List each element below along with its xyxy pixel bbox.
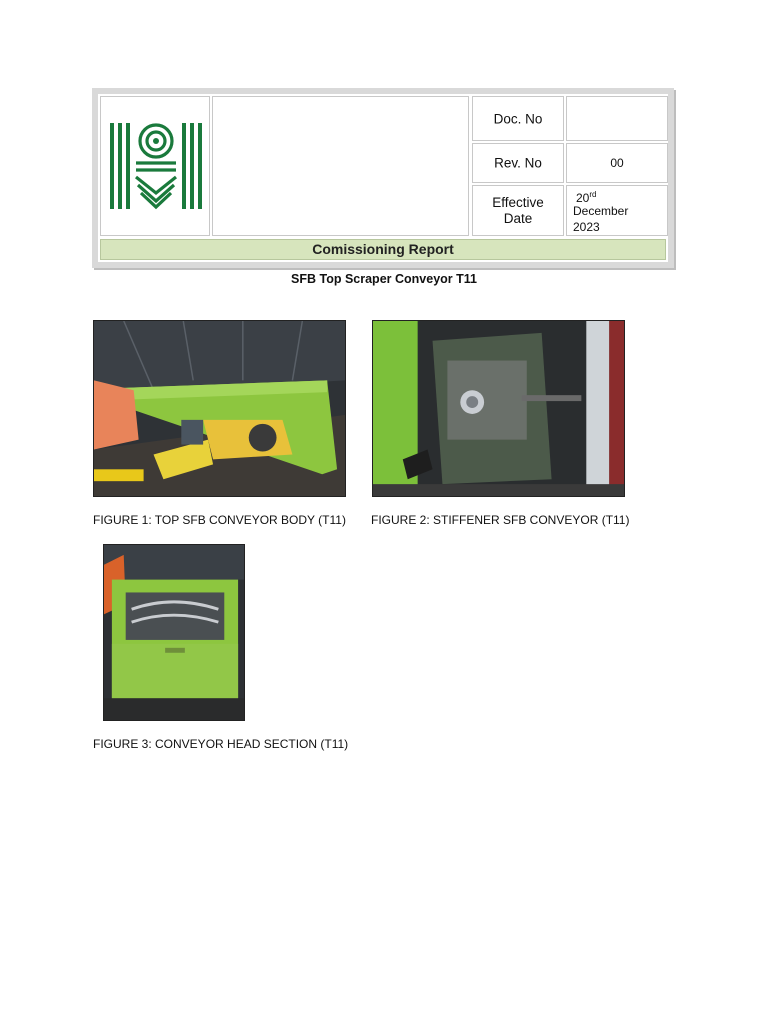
rev-no-label: Rev. No <box>494 155 542 171</box>
rev-no-label-cell <box>472 143 564 183</box>
figure-3-photo <box>103 544 245 721</box>
figure-3-caption: FIGURE 3: CONVEYOR HEAD SECTION (T11) <box>93 737 349 751</box>
document-header <box>92 88 674 268</box>
logo-cell <box>100 96 210 236</box>
figure-1-caption: FIGURE 1: TOP SFB CONVEYOR BODY (T11) <box>93 513 346 527</box>
effective-date-day-suffix: rd <box>589 190 597 199</box>
figure-2-photo <box>372 320 625 497</box>
document-title: SFB Top Scraper Conveyor T11 <box>291 272 477 286</box>
title-cell <box>212 96 469 236</box>
rev-no-value-cell <box>566 143 668 183</box>
effective-date-label-cell <box>472 185 564 236</box>
company-logo-icon <box>108 123 204 213</box>
header-table <box>98 94 668 262</box>
effective-date-day-number: 20 <box>576 191 590 205</box>
figure-1-photo <box>93 320 346 497</box>
doc-no-value-cell <box>566 96 668 141</box>
effective-date-month: December <box>573 204 629 218</box>
doc-no-label: Doc. No <box>493 111 543 126</box>
effective-date-label: Effective Date <box>492 194 544 226</box>
effective-date-year: 2023 <box>573 220 600 234</box>
report-type-banner: Comissioning Report <box>100 239 666 260</box>
rev-no-value: 00 <box>610 156 624 170</box>
effective-date-value-cell <box>566 185 668 236</box>
doc-no-label-cell <box>472 96 564 141</box>
figure-2-caption: FIGURE 2: STIFFENER SFB CONVEYOR (T11) <box>371 513 630 527</box>
